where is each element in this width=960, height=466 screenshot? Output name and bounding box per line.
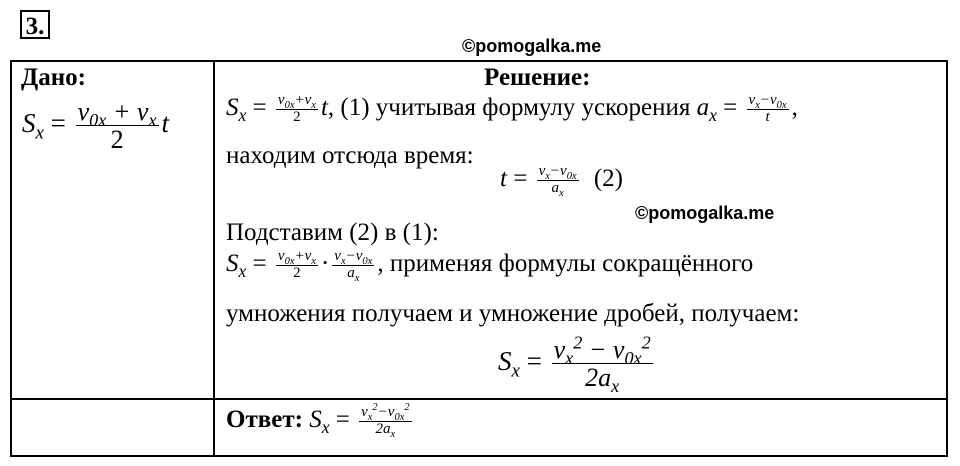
watermark-middle: ©pomogalka.me (635, 203, 775, 223)
task-number: 3. (20, 10, 50, 39)
eq2-label: (2) (593, 164, 624, 192)
given-formula: $S_x$ = $\frac{v_{0x} + v_x}{2}$ t (22, 97, 170, 155)
solution-line-2: находим отсюда время: (226, 142, 474, 169)
solution-line-6: умножения получаем и умножение дробей, получаем: (226, 300, 800, 327)
solution-line-1-text: , (1) учитывая формулу ускорения (327, 93, 697, 121)
final-formula: $S_x$ = $\frac{v_x^2 - v_{0x}^2}{2a_x}$ (498, 332, 651, 397)
answer-label: Ответ: (226, 405, 303, 433)
solution-title: Решение: (484, 64, 591, 91)
solution-line-4: Подставим (2) в (1): (226, 219, 439, 246)
watermark-top: ©pomogalka.me (462, 36, 602, 56)
solution-line-5-text: , применяя формулы сокращённого (377, 249, 754, 277)
given-title: Дано: (21, 64, 86, 91)
solution-line-1: $S_x$ = $\frac{v_{0x}+v_x}{2}$ t, (1) учитывая формулу ускорения $a_x$ = $\frac{v_x-v_{0x}}{t}$ , (226, 92, 798, 125)
time-formula: t = $\frac{v_x-v_{0x}}{a_x}$ (2) (500, 163, 624, 199)
solution-line-5: $S_x$ = $\frac{v_{0x}+v_x}{2}$ · $\frac{v_x-v_{0x}}{a_x}$ , применяя формулы сокращённого (226, 248, 754, 284)
answer-line: Ответ: $S_x$ = $\frac{v_x^2-v_{0x}^2}{2a_x}$ (226, 402, 410, 440)
